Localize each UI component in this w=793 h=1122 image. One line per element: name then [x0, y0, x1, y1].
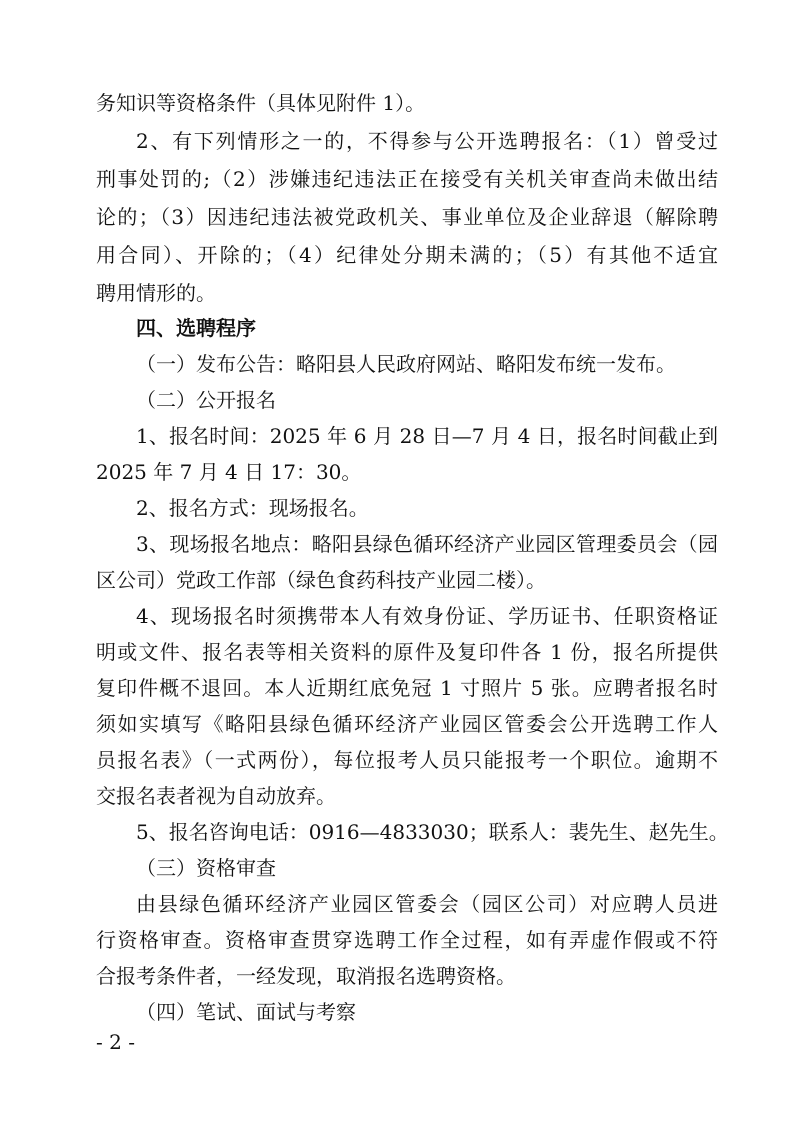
text-line-8: （一）发布公告：略阳县人民政府网站、略阳发布统一发布。 [136, 352, 676, 376]
text-line-21: 5、报名咨询电话：0916—4833030；联系人：裴先生、赵先生。 [136, 820, 729, 844]
section-heading: 四、选聘程序 [136, 316, 256, 340]
page-number: - 2 - [96, 1030, 135, 1054]
text-line-6: 聘用情形的。 [96, 281, 216, 305]
text-line-14: 区公司）党政工作部（绿色食药科技产业园二楼）。 [96, 568, 546, 592]
text-line-1: 务知识等资格条件（具体见附件 1）。 [96, 91, 426, 115]
text-line-24: 行资格审查。资格审查贯穿选聘工作全过程，如有弄虚作假或不符 [96, 928, 718, 952]
text-line-2: 2、有下列情形之一的，不得参与公开选聘报名：（1）曾受过 [136, 129, 718, 153]
text-line-15: 4、现场报名时须携带本人有效身份证、学历证书、任职资格证 [136, 604, 718, 628]
subsection-heading-3: （三）资格审查 [136, 856, 276, 880]
text-line-18: 须如实填写《略阳县绿色循环经济产业园区管委会公开选聘工作人 [96, 712, 718, 736]
text-line-25: 合报考条件者，一经发现，取消报名选聘资格。 [96, 964, 516, 988]
document-page [96, 0, 729, 1122]
subsection-heading-4: （四）笔试、面试与考察 [136, 1000, 356, 1024]
text-line-10: 1、报名时间：2025 年 6 月 28 日—7 月 4 日，报名时间截止到 [136, 424, 718, 448]
text-line-5: 用合同）、开除的；（4）纪律处分期未满的；（5）有其他不适宜 [96, 243, 718, 267]
text-line-11: 2025 年 7 月 4 日 17：30。 [96, 460, 362, 484]
text-line-12: 2、报名方式：现场报名。 [136, 496, 369, 520]
text-line-3: 刑事处罚的;（2）涉嫌违纪违法正在接受有关机关审查尚未做出结 [96, 167, 718, 191]
text-line-4: 论的；（3）因违纪违法被党政机关、事业单位及企业辞退（解除聘 [96, 205, 718, 229]
text-line-17: 复印件概不退回。本人近期红底免冠 1 寸照片 5 张。应聘者报名时 [96, 676, 718, 700]
subsection-heading-2: （二）公开报名 [136, 388, 276, 412]
text-line-13: 3、现场报名地点：略阳县绿色循环经济产业园区管理委员会（园 [136, 532, 718, 556]
text-line-23: 由县绿色循环经济产业园区管委会（园区公司）对应聘人员进 [136, 892, 718, 916]
text-line-20: 交报名表者视为自动放弃。 [96, 784, 336, 808]
text-line-19: 员报名表》（一式两份），每位报考人员只能报考一个职位。逾期不 [96, 748, 718, 772]
text-line-16: 明或文件、报名表等相关资料的原件及复印件各 1 份，报名所提供 [96, 640, 718, 664]
